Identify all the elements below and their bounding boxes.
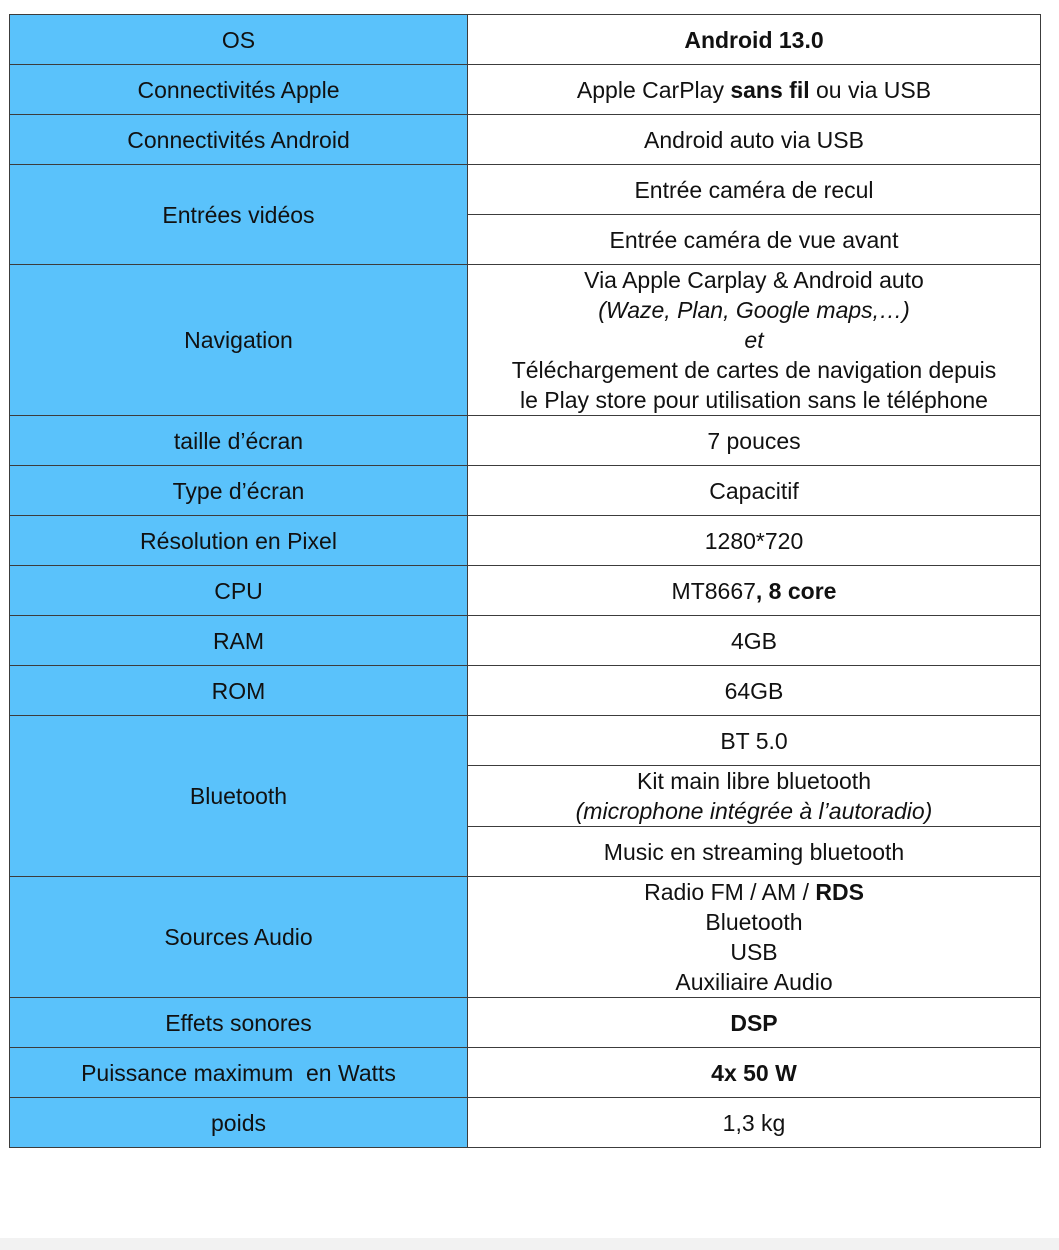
- row-cpu: [10, 566, 1041, 616]
- value-navigation: [468, 265, 1041, 416]
- value-bt-streaming: Music en streaming bluetooth: [468, 827, 1041, 877]
- value-screen-type: Capacitif: [468, 466, 1041, 516]
- value-os: Android 13.0: [468, 15, 1041, 65]
- label-screen-size: taille d’écran: [10, 416, 468, 466]
- row-apple: [10, 65, 1041, 115]
- label-navigation: Navigation: [10, 265, 468, 416]
- audio-line-aux: Auxiliaire Audio: [675, 969, 833, 995]
- label-bluetooth: Bluetooth: [10, 716, 468, 877]
- value-power: 4x 50 W: [468, 1048, 1041, 1098]
- nav-line-1: Via Apple Carplay & Android auto: [584, 267, 924, 293]
- cpu-model: MT8667: [671, 577, 756, 604]
- value-audio: [468, 877, 1041, 998]
- bt-handsfree-text: Kit main libre bluetooth: [637, 768, 871, 794]
- value-resolution: 1280*720: [468, 516, 1041, 566]
- value-video-front: Entrée caméra de vue avant: [468, 215, 1041, 265]
- label-audio: Sources Audio: [10, 877, 468, 998]
- audio-line-usb: USB: [730, 939, 778, 965]
- audio-line-bluetooth: Bluetooth: [705, 909, 803, 935]
- audio-radio-pre: Radio FM / AM /: [644, 879, 816, 905]
- row-audio: [10, 877, 1041, 998]
- value-video-rear: Entrée caméra de recul: [468, 165, 1041, 215]
- row-video-1: [10, 165, 1041, 215]
- label-android: Connectivités Android: [10, 115, 468, 165]
- apple-pre: Apple CarPlay: [576, 76, 731, 103]
- row-weight: [10, 1098, 1041, 1148]
- row-navigation: [10, 265, 1041, 416]
- value-rom: 64GB: [468, 666, 1041, 716]
- row-screen-size: [10, 416, 1041, 466]
- value-effects: DSP: [468, 998, 1041, 1048]
- value-bt-handsfree: [468, 766, 1041, 827]
- audio-radio: [474, 877, 1034, 907]
- label-ram: RAM: [10, 616, 468, 666]
- label-cpu: CPU: [10, 566, 468, 616]
- apple-post: ou via USB: [809, 76, 932, 103]
- label-effects: Effets sonores: [10, 998, 468, 1048]
- cpu-cores: , 8 core: [755, 577, 837, 604]
- row-rom: [10, 666, 1041, 716]
- row-resolution: [10, 516, 1041, 566]
- nav-line-2: (Waze, Plan, Google maps,…): [598, 297, 910, 323]
- label-resolution: Résolution en Pixel: [10, 516, 468, 566]
- row-bluetooth-1: [10, 716, 1041, 766]
- row-android: [10, 115, 1041, 165]
- label-screen-type: Type d’écran: [10, 466, 468, 516]
- apple-bold: sans fil: [730, 76, 810, 103]
- value-bt-version: BT 5.0: [468, 716, 1041, 766]
- bt-handsfree-note: (microphone intégrée à l’autoradio): [575, 798, 933, 824]
- audio-radio-rds: RDS: [815, 879, 864, 905]
- nav-line-4: Téléchargement de cartes de navigation depuis: [511, 357, 997, 383]
- value-android: Android auto via USB: [468, 115, 1041, 165]
- label-os: OS: [10, 15, 468, 65]
- row-screen-type: [10, 466, 1041, 516]
- label-weight: poids: [10, 1098, 468, 1148]
- nav-line-3: et: [744, 327, 764, 353]
- row-effects: [10, 998, 1041, 1048]
- nav-line-5: le Play store pour utilisation sans le téléphone: [520, 387, 988, 413]
- row-os: [10, 15, 1041, 65]
- value-apple: [468, 65, 1041, 115]
- value-weight: 1,3 kg: [468, 1098, 1041, 1148]
- value-cpu: [468, 566, 1041, 616]
- label-apple: Connectivités Apple: [10, 65, 468, 115]
- value-ram: 4GB: [468, 616, 1041, 666]
- label-video: Entrées vidéos: [10, 165, 468, 265]
- spec-table: [9, 14, 1041, 1148]
- label-rom: ROM: [10, 666, 468, 716]
- label-power: Puissance maximum en Watts: [10, 1048, 468, 1098]
- row-ram: [10, 616, 1041, 666]
- row-power: [10, 1048, 1041, 1098]
- value-screen-size: 7 pouces: [468, 416, 1041, 466]
